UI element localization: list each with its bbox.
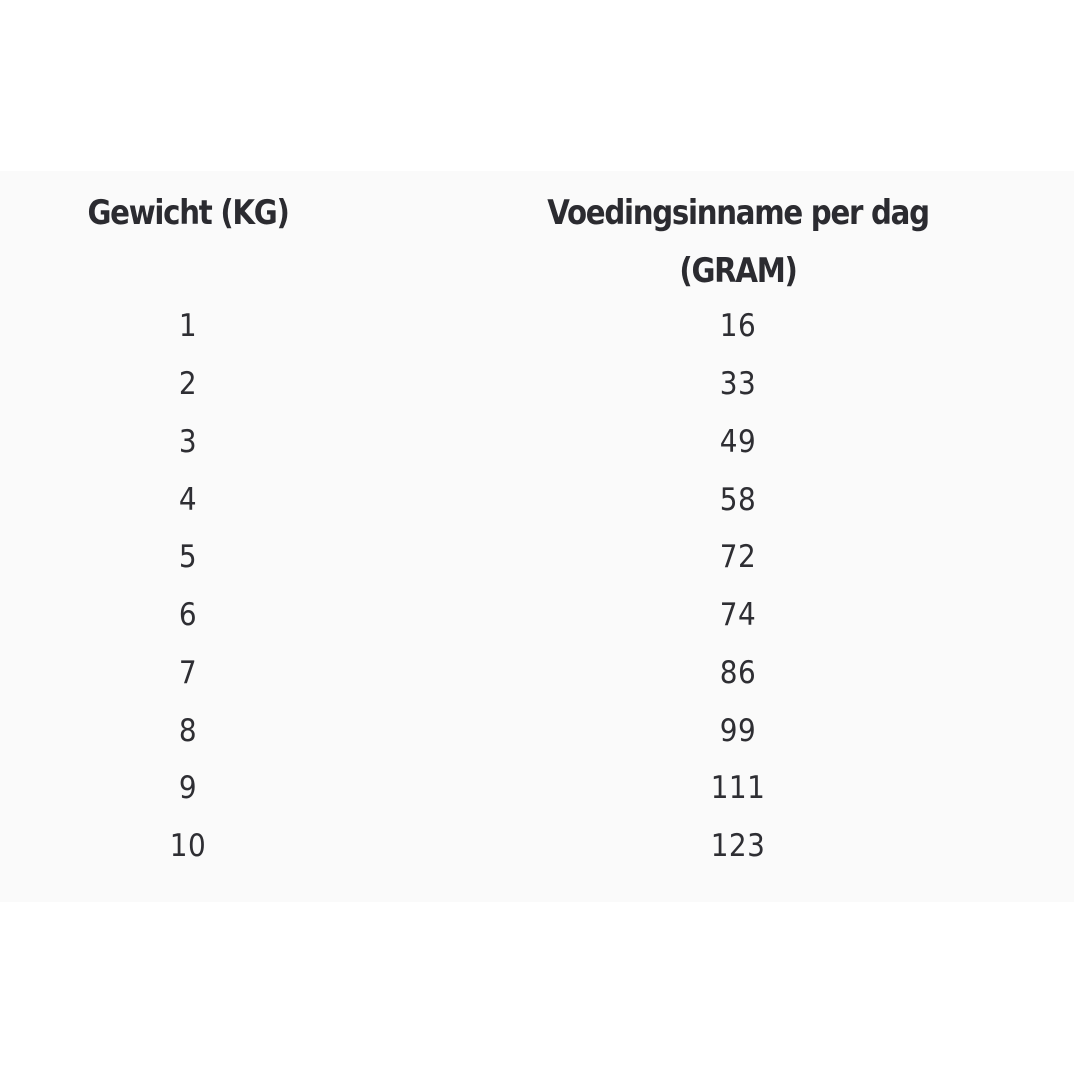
weight-cell: 7 <box>178 655 198 691</box>
intake-cell: 16 <box>719 308 757 344</box>
intake-cell: 111 <box>710 770 766 806</box>
header-intake-line1: Voedingsinname per dag <box>547 193 929 233</box>
weight-cell: 9 <box>178 770 198 806</box>
weight-cell: 1 <box>178 308 198 344</box>
feeding-table <box>0 171 1074 902</box>
weight-cell: 10 <box>169 828 207 864</box>
weight-cell: 6 <box>178 597 198 633</box>
weight-cell: 8 <box>178 713 198 749</box>
intake-cell: 99 <box>719 713 757 749</box>
weight-cell: 2 <box>178 366 198 402</box>
intake-cell: 33 <box>719 366 757 402</box>
intake-cell: 49 <box>719 424 757 460</box>
weight-cell: 3 <box>178 424 198 460</box>
intake-cell: 72 <box>719 539 757 575</box>
intake-cell: 86 <box>719 655 757 691</box>
weight-cell: 4 <box>178 482 198 518</box>
intake-cell: 58 <box>719 482 757 518</box>
header-intake-line2: (GRAM) <box>679 251 797 291</box>
weight-cell: 5 <box>178 539 198 575</box>
intake-cell: 123 <box>710 828 766 864</box>
header-weight: Gewicht (KG) <box>87 193 289 233</box>
intake-cell: 74 <box>719 597 757 633</box>
